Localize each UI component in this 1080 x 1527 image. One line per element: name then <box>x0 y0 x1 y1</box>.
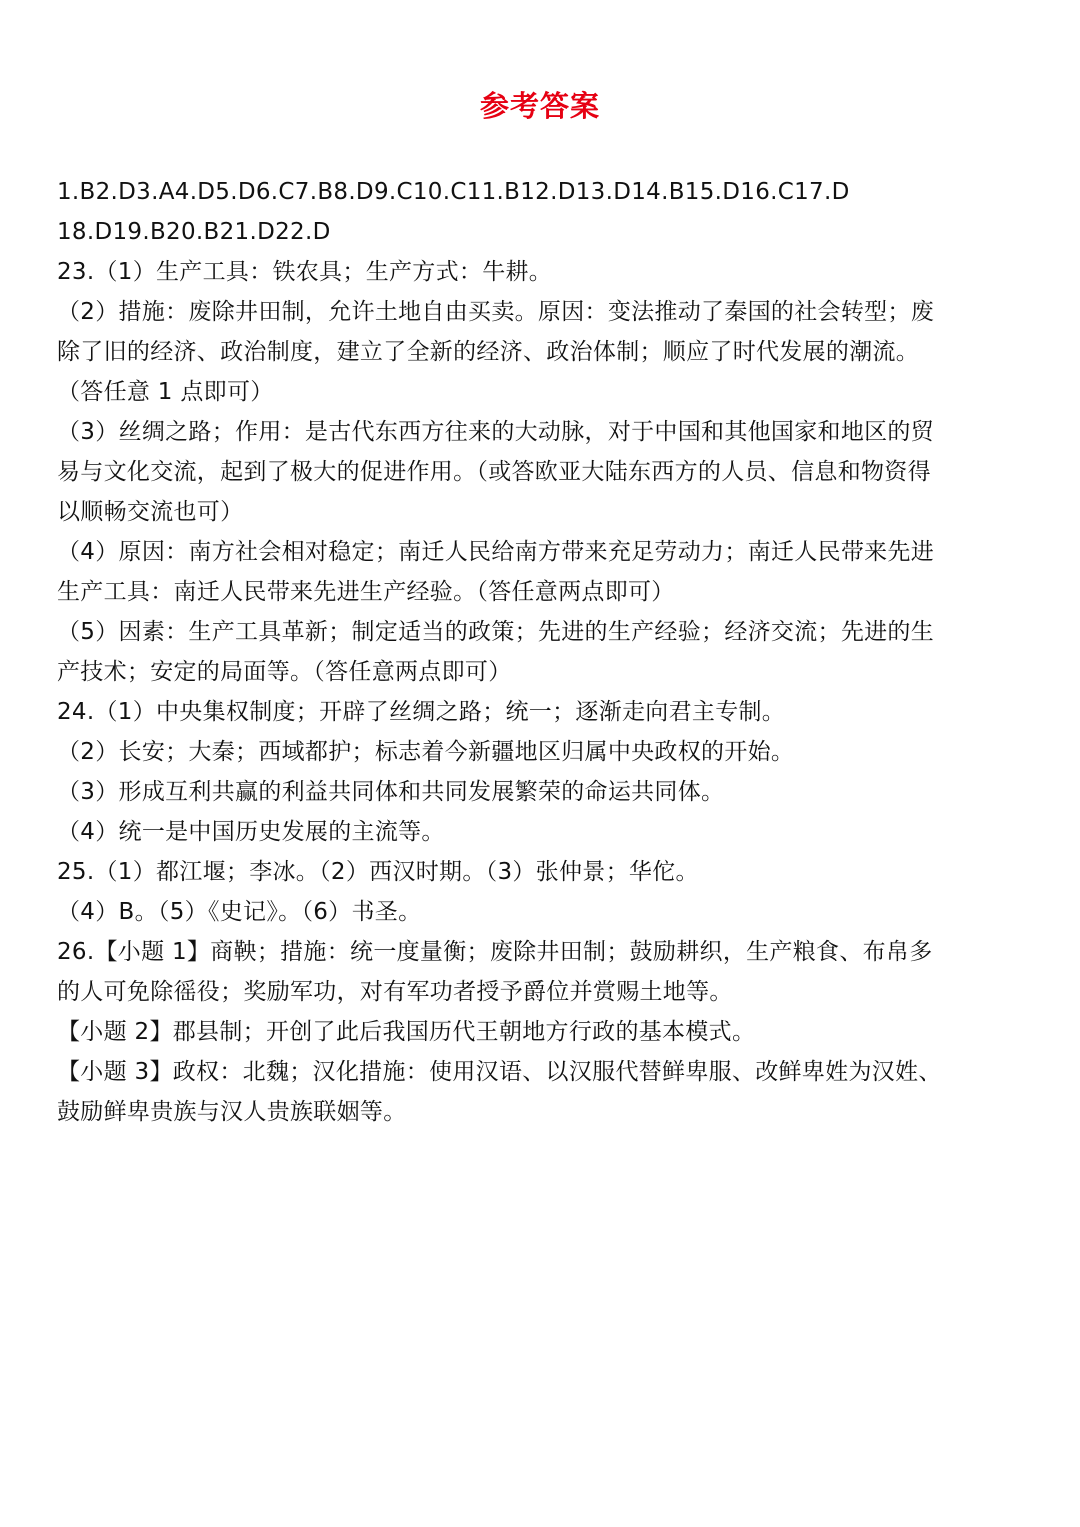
answer-line: 鼓励鲜卑贵族与汉人贵族联姻等。 <box>57 1099 407 1125</box>
answer-line: 25.（1）都江堰；李冰。（2）西汉时期。（3）张仲景；华佗。 <box>57 859 699 885</box>
answer-line: 24.（1）中央集权制度；开辟了丝绸之路；统一；逐渐走向君主专制。 <box>57 699 786 725</box>
answer-line: 26.【小题 1】商鞅；措施：统一度量衡；废除井田制；鼓励耕织，生产粮食、布帛多 <box>57 939 933 965</box>
answer-line: （4）B。（5）《史记》。（6）书圣。 <box>57 899 422 925</box>
answer-line: （2）长安；大秦；西域都护；标志着今新疆地区归属中央政权的开始。 <box>57 739 795 765</box>
answer-line: 18.D19.B20.B21.D22.D <box>57 219 331 245</box>
answer-line: （2）措施：废除井田制，允许土地自由买卖。原因：变法推动了秦国的社会转型；废 <box>57 299 935 325</box>
answer-line: 23.（1）生产工具：铁农具；生产方式：牛耕。 <box>57 259 553 285</box>
answer-line: （3）丝绸之路；作用：是古代东西方往来的大动脉，对于中国和其他国家和地区的贸 <box>57 419 935 445</box>
answer-body <box>57 172 1032 1132</box>
answer-line: 【小题 3】政权：北魏；汉化措施：使用汉语、以汉服代替鲜卑服、改鲜卑姓为汉姓、 <box>57 1059 942 1085</box>
answer-line: 以顺畅交流也可） <box>57 499 244 525</box>
answer-line: 除了旧的经济、政治制度，建立了全新的经济、政治体制；顺应了时代发展的潮流。 <box>57 339 920 365</box>
answer-line: （5）因素：生产工具革新；制定适当的政策；先进的生产经验；经济交流；先进的生 <box>57 619 935 645</box>
answer-line: 【小题 2】郡县制；开创了此后我国历代王朝地方行政的基本模式。 <box>57 1019 756 1045</box>
answer-line: 的人可免除徭役；奖励军功，对有军功者授予爵位并赏赐土地等。 <box>57 979 733 1005</box>
answer-line: （3）形成互利共赢的利益共同体和共同发展繁荣的命运共同体。 <box>57 779 725 805</box>
answer-line: 1.B2.D3.A4.D5.D6.C7.B8.D9.C10.C11.B12.D13.D14.B15.D16.C17.D <box>57 179 850 205</box>
answer-line: 产技术；安定的局面等。（答任意两点即可） <box>57 659 512 685</box>
answer-line: （答任意 1 点即可） <box>57 379 274 405</box>
answer-line: 生产工具：南迁人民带来先进生产经验。（答任意两点即可） <box>57 579 675 605</box>
answer-line: （4）原因：南方社会相对稳定；南迁人民给南方带来充足劳动力；南迁人民带来先进 <box>57 539 935 565</box>
answer-line: 易与文化交流，起到了极大的促进作用。（或答欧亚大陆东西方的人员、信息和物资得 <box>57 459 931 485</box>
answer-line: （4）统一是中国历史发展的主流等。 <box>57 819 445 845</box>
page-title: 参考答案 <box>479 89 600 123</box>
